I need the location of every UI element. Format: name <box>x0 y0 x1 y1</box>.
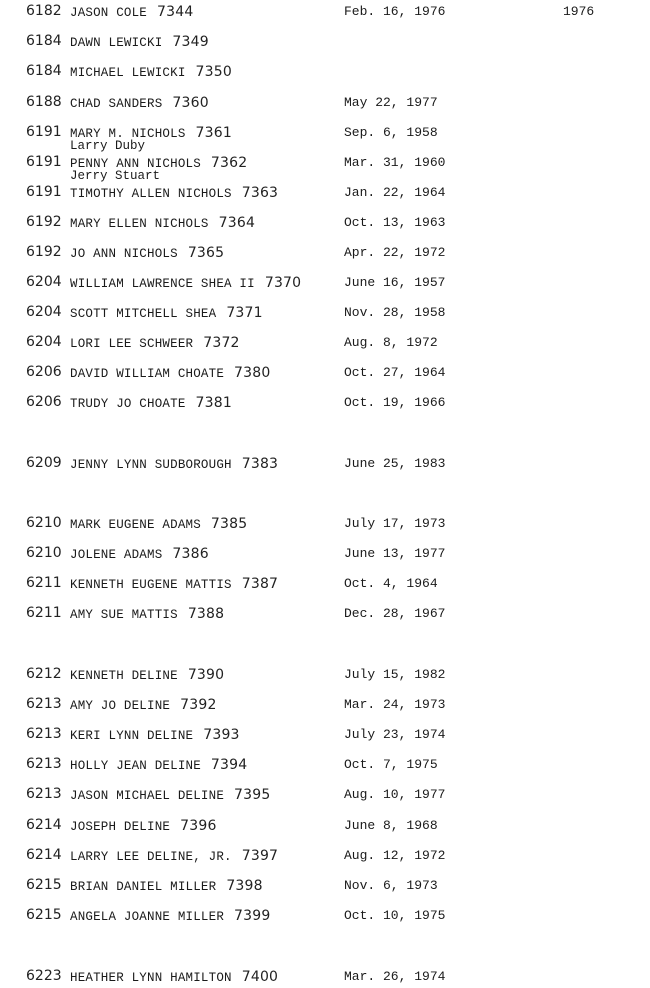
person-number: 7360 <box>172 95 209 111</box>
person-number: 7363 <box>241 185 279 201</box>
birth-date: Oct. 4, 1964 <box>344 576 438 591</box>
birth-date: Oct. 7, 1975 <box>344 757 438 772</box>
person-name: LARRY LEE DELINE, JR. <box>70 850 232 864</box>
spouse-name: Jerry Stuart <box>70 169 161 183</box>
parent-number: 6192 <box>26 214 62 230</box>
entry-row <box>0 666 650 684</box>
person-name: DAWN LEWICKI <box>70 36 163 50</box>
person-number: 7396 <box>180 818 217 834</box>
birth-date: Apr. 22, 1972 <box>344 245 446 260</box>
entry-row <box>0 304 650 322</box>
person-number: 7388 <box>187 606 225 622</box>
parent-number: 6210 <box>26 515 62 531</box>
birth-date: July 15, 1982 <box>344 667 446 682</box>
birth-date: Feb. 16, 1976 <box>344 4 446 19</box>
person-name: MICHAEL LEWICKI <box>70 66 186 80</box>
person-name-line <box>70 697 217 713</box>
person-name: JO ANN NICHOLS <box>70 247 178 261</box>
birth-date: Oct. 19, 1966 <box>344 395 446 410</box>
person-name: JASON MICHAEL DELINE <box>70 789 225 803</box>
entry-row <box>0 907 650 925</box>
entry-row <box>0 786 650 804</box>
entry-row <box>0 575 650 593</box>
entry-row <box>0 244 650 262</box>
person-name: HEATHER LYNN HAMILTON <box>70 971 232 985</box>
parent-number: 6215 <box>26 877 62 893</box>
parent-number: 6191 <box>26 184 62 200</box>
birth-date: July 17, 1973 <box>344 516 446 531</box>
person-number: 7383 <box>241 456 279 472</box>
person-number: 7386 <box>172 546 209 562</box>
person-number: 7371 <box>226 305 263 321</box>
person-number: 7393 <box>203 727 240 743</box>
parent-number: 6215 <box>26 907 62 923</box>
birth-date: Oct. 10, 1975 <box>344 908 446 923</box>
entry-row <box>0 33 650 51</box>
parent-number: 6212 <box>26 666 62 682</box>
person-name-line <box>70 908 270 924</box>
person-name-line <box>70 516 247 532</box>
entry-row <box>0 515 650 533</box>
person-number: 7394 <box>210 757 248 773</box>
entry-row <box>0 545 650 563</box>
person-number: 7349 <box>172 34 209 50</box>
person-name-line <box>70 95 209 111</box>
parent-number: 6204 <box>26 334 62 350</box>
person-name-line <box>70 4 193 20</box>
birth-date: Aug. 10, 1977 <box>344 787 446 802</box>
person-name: KENNETH EUGENE MATTIS <box>70 578 232 592</box>
person-name-line <box>70 667 224 683</box>
person-number: 7398 <box>226 878 263 894</box>
person-number: 7370 <box>264 275 302 291</box>
person-name: TIMOTHY ALLEN NICHOLS <box>70 187 232 201</box>
person-number: 7385 <box>210 516 248 532</box>
parent-number: 6184 <box>26 63 62 79</box>
birth-date: Oct. 13, 1963 <box>344 215 446 230</box>
person-name-line <box>70 848 278 864</box>
person-name: AMY JO DELINE <box>70 699 171 713</box>
person-name-line <box>70 727 240 743</box>
person-name-line <box>70 787 270 803</box>
person-number: 7397 <box>241 848 279 864</box>
birth-date: Sep. 6, 1958 <box>344 125 438 140</box>
person-name: MARY M. NICHOLS <box>70 127 186 141</box>
person-name-line <box>70 64 232 80</box>
person-number: 7392 <box>180 697 217 713</box>
person-name: SCOTT MITCHELL SHEA <box>70 307 217 321</box>
entry-row <box>0 817 650 835</box>
parent-number: 6223 <box>26 968 62 984</box>
person-name: JENNY LYNN SUDBOROUGH <box>70 458 232 472</box>
person-number: 7372 <box>203 335 240 351</box>
person-name: LORI LEE SCHWEER <box>70 337 194 351</box>
person-number: 7380 <box>234 365 271 381</box>
birth-date: Nov. 28, 1958 <box>344 305 446 320</box>
parent-number: 6184 <box>26 33 62 49</box>
person-name: HOLLY JEAN DELINE <box>70 759 201 773</box>
entry-row <box>0 847 650 865</box>
person-name-line <box>70 335 240 351</box>
birth-date: July 23, 1974 <box>344 727 446 742</box>
entry-row <box>0 756 650 774</box>
person-name: WILLIAM LAWRENCE SHEA II <box>70 277 255 291</box>
birth-date: Mar. 24, 1973 <box>344 697 446 712</box>
birth-date: Nov. 6, 1973 <box>344 878 438 893</box>
entry-row <box>0 696 650 714</box>
parent-number: 6191 <box>26 124 62 140</box>
parent-number: 6211 <box>26 575 62 591</box>
person-name: PENNY ANN NICHOLS <box>70 157 201 171</box>
parent-number: 6210 <box>26 545 62 561</box>
person-name-line <box>70 275 301 291</box>
person-name: MARK EUGENE ADAMS <box>70 518 201 532</box>
birth-date: Oct. 27, 1964 <box>344 365 446 380</box>
birth-date: June 16, 1957 <box>344 275 446 290</box>
parent-number: 6214 <box>26 817 62 833</box>
parent-number: 6209 <box>26 455 62 471</box>
parent-number: 6213 <box>26 756 62 772</box>
person-number: 7390 <box>187 667 225 683</box>
entry-row <box>0 334 650 352</box>
birth-date: June 8, 1968 <box>344 818 438 833</box>
parent-number: 6213 <box>26 696 62 712</box>
parent-number: 6204 <box>26 304 62 320</box>
person-name-line <box>70 757 247 773</box>
person-name-line <box>70 215 255 231</box>
person-number: 7387 <box>241 576 279 592</box>
person-name-line <box>70 185 278 201</box>
entry-row <box>0 455 650 473</box>
person-name: JASON COLE <box>70 6 148 20</box>
parent-number: 6214 <box>26 847 62 863</box>
person-name-line <box>70 34 209 50</box>
parent-number: 6211 <box>26 605 62 621</box>
person-name: BRIAN DANIEL MILLER <box>70 880 217 894</box>
birth-date: June 13, 1977 <box>344 546 446 561</box>
entry-row <box>0 94 650 112</box>
person-number: 7364 <box>218 215 256 231</box>
person-name: MARY ELLEN NICHOLS <box>70 217 209 231</box>
person-number: 7365 <box>187 245 225 261</box>
parent-number: 6206 <box>26 394 62 410</box>
person-name: DAVID WILLIAM CHOATE <box>70 367 225 381</box>
birth-date: May 22, 1977 <box>344 95 438 110</box>
person-name: TRUDY JO CHOATE <box>70 397 186 411</box>
entry-row <box>0 877 650 895</box>
parent-number: 6191 <box>26 154 62 170</box>
year-note: 1976 <box>563 4 595 19</box>
person-name: AMY SUE MATTIS <box>70 608 178 622</box>
person-name-line <box>70 878 263 894</box>
birth-date: Aug. 12, 1972 <box>344 848 446 863</box>
birth-date: Aug. 8, 1972 <box>344 335 438 350</box>
person-name-line <box>70 305 263 321</box>
entry-row <box>0 726 650 744</box>
parent-number: 6182 <box>26 3 62 19</box>
person-name-line <box>70 245 224 261</box>
person-name-line <box>70 395 232 411</box>
entry-row <box>0 214 650 232</box>
parent-number: 6204 <box>26 274 62 290</box>
entry-row <box>0 968 650 986</box>
person-name: CHAD SANDERS <box>70 97 163 111</box>
person-name-line <box>70 969 278 985</box>
person-name-line <box>70 546 209 562</box>
person-name: KERI LYNN DELINE <box>70 729 194 743</box>
person-name-line <box>70 365 270 381</box>
person-name: JOLENE ADAMS <box>70 548 163 562</box>
person-number: 7395 <box>234 787 271 803</box>
birth-date: Dec. 28, 1967 <box>344 606 446 621</box>
entry-row <box>0 364 650 382</box>
parent-number: 6213 <box>26 726 62 742</box>
parent-number: 6192 <box>26 244 62 260</box>
person-number: 7362 <box>210 155 248 171</box>
birth-date: Mar. 26, 1974 <box>344 969 446 984</box>
entry-row <box>0 394 650 412</box>
entry-row <box>0 63 650 81</box>
person-number: 7350 <box>195 64 232 80</box>
entry-row <box>0 3 650 21</box>
entry-row <box>0 605 650 623</box>
birth-date: Mar. 31, 1960 <box>344 155 446 170</box>
person-name-line <box>70 818 217 834</box>
person-name-line <box>70 456 278 472</box>
person-name: ANGELA JOANNE MILLER <box>70 910 225 924</box>
spouse-name: Larry Duby <box>70 139 146 153</box>
person-number: 7381 <box>195 395 232 411</box>
person-name-line <box>70 606 224 622</box>
person-name: KENNETH DELINE <box>70 669 178 683</box>
person-number: 7344 <box>157 4 194 20</box>
birth-date: June 25, 1983 <box>344 456 446 471</box>
person-number: 7400 <box>241 969 279 985</box>
person-number: 7399 <box>234 908 271 924</box>
birth-date: Jan. 22, 1964 <box>344 185 446 200</box>
entry-row <box>0 274 650 292</box>
person-number: 7361 <box>195 125 232 141</box>
entry-row <box>0 184 650 202</box>
parent-number: 6188 <box>26 94 62 110</box>
parent-number: 6206 <box>26 364 62 380</box>
person-name-line <box>70 576 278 592</box>
parent-number: 6213 <box>26 786 62 802</box>
person-name: JOSEPH DELINE <box>70 820 171 834</box>
